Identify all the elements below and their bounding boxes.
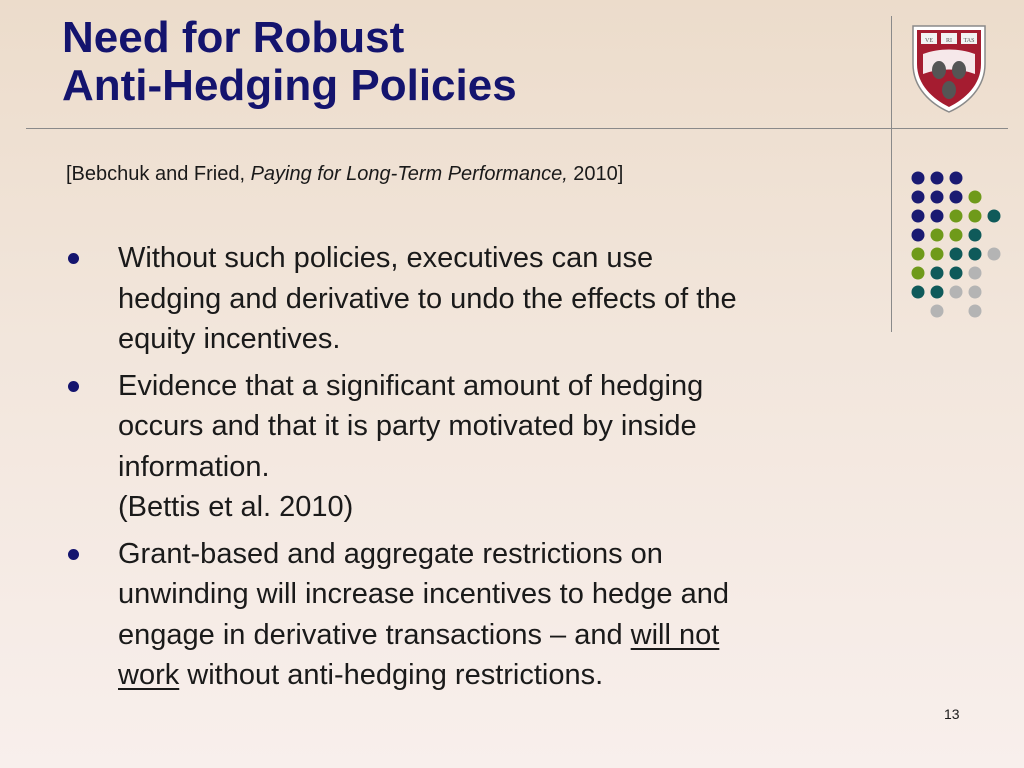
decor-dot [912,286,925,299]
bullet-item [60,366,860,528]
citation-title: Paying for Long-Term Performance, [250,163,568,185]
decor-dot [988,210,1001,223]
decor-dot [912,267,925,280]
horizontal-divider [26,128,1008,129]
decor-dot [912,210,925,223]
slide-title [62,14,862,110]
decor-dot [912,191,925,204]
citation-prefix: [Bebchuk and Fried, [66,163,251,185]
decor-dot [969,305,982,318]
bullet-text-line: information. [118,450,270,483]
book-text-3: TAS [963,38,975,44]
emphasis-underline: work [118,659,180,691]
page-number: 13 [944,706,960,722]
decor-dot [931,210,944,223]
decor-dot [931,248,944,261]
shield-books [921,33,977,44]
decor-dot [931,305,944,318]
decor-dot [950,229,963,242]
decor-dot [950,248,963,261]
bullet-icon [68,381,79,392]
decor-dot [912,248,925,261]
harvard-shield-logo [911,24,987,114]
decor-dot [931,267,944,280]
slide-title-line-1: Need for Robust [62,13,405,62]
decor-dot [950,267,963,280]
bullet-text-line: hedging and derivative to undo the effects of the [118,282,737,315]
bullet-text-line: Without such policies, executives can use [118,242,654,274]
decor-dot [950,172,963,185]
bullet-text-line: equity incentives. [118,323,341,355]
citation [66,163,623,186]
bullet-item [60,238,860,360]
citation-suffix: 2010] [567,163,624,185]
book-text-1: VE [925,38,933,44]
decor-dot [950,286,963,299]
decor-dot [969,286,982,299]
bullet-text-segment: without anti-hedging restrictions. [179,659,604,691]
decor-dot [931,229,944,242]
bullet-text-line: Grant-based and aggregate restrictions on [118,537,663,570]
decor-dot [988,248,1001,261]
decorative-dot-grid [906,170,1006,320]
decor-dot [969,210,982,223]
decor-dot [931,172,944,185]
vertical-divider [891,16,892,332]
bullet-item [60,534,860,696]
decor-dot [950,191,963,204]
bullet-text-line: Evidence that a significant amount of hedging [118,369,704,402]
bullet-text-line: unwinding will increase incentives to hedge and [118,578,729,610]
decor-dot [969,229,982,242]
decor-dot [969,267,982,280]
decor-dot [931,191,944,204]
bullet-text-line [118,615,860,656]
bullet-text-line: (Bettis et al. 2010) [118,491,354,523]
decor-dot [950,210,963,223]
decor-dot [912,172,925,185]
book-text-2: RI [946,38,952,44]
decor-dot [969,191,982,204]
decor-dot [931,286,944,299]
bullet-icon [68,549,79,560]
bullet-text-line: occurs and that it is party motivated by inside [118,410,697,442]
emphasis-underline: will not [630,618,720,651]
slide-title-line-2: Anti-Hedging Policies [62,61,517,110]
bullet-list [60,238,860,702]
decor-dot [969,248,982,261]
bullet-text-segment: engage in derivative transactions – and [118,618,631,651]
bullet-text-line [118,655,860,696]
bullet-icon [68,253,79,264]
decor-dot [912,229,925,242]
